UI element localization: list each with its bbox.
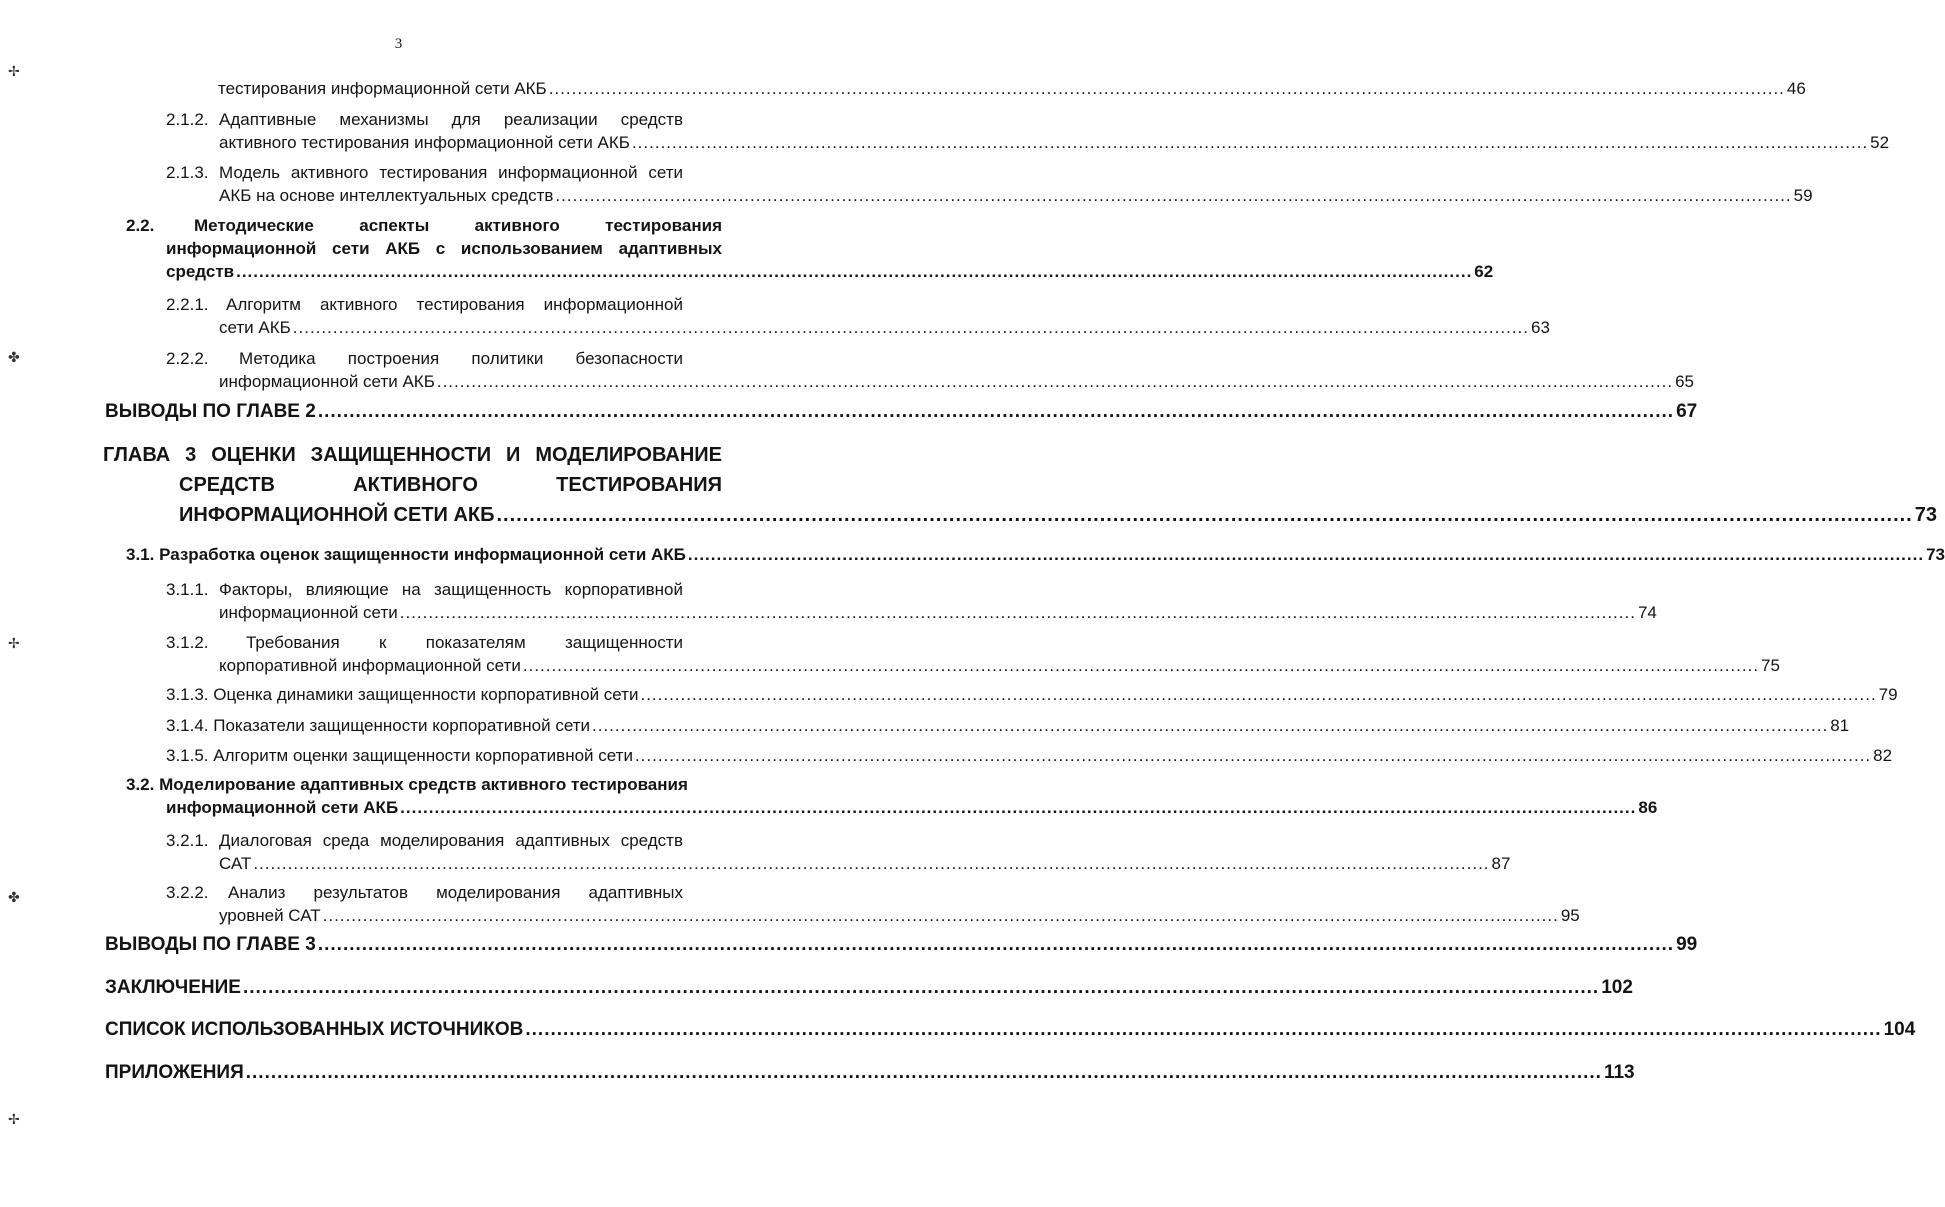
toc-entry-page: 46 xyxy=(1786,79,1806,98)
leader-dots xyxy=(549,79,1785,98)
toc-entry-page: 82 xyxy=(1873,746,1893,765)
toc-entry[interactable] xyxy=(166,293,1550,339)
toc-entry-title-cont: САТ xyxy=(219,854,252,873)
toc-entry[interactable] xyxy=(166,683,1898,706)
toc-entry-title: Методика построения политики безопасности xyxy=(239,349,683,368)
toc-entry[interactable] xyxy=(105,976,1633,999)
toc-entry-page: 95 xyxy=(1560,906,1580,925)
toc-entry-page: 79 xyxy=(1878,685,1898,704)
toc-entry-title-cont: ИНФОРМАЦИОННОЙ СЕТИ АКБ xyxy=(179,504,495,526)
toc-entry-title: Анализ результатов моделирования адаптивных xyxy=(228,883,683,902)
leader-dots xyxy=(592,716,1828,735)
toc-entry-title: 3.1. Разработка оценок защищенности информационной сети АКБ xyxy=(126,545,686,564)
toc-entry-page: 113 xyxy=(1603,1062,1635,1083)
toc-entry-page: 87 xyxy=(1491,854,1511,873)
toc-entry-title: Диалоговая среда моделирования адаптивных средств xyxy=(219,831,683,850)
leader-dots xyxy=(437,372,1673,391)
toc-entry[interactable] xyxy=(126,214,1494,283)
toc-entry-page: 99 xyxy=(1676,934,1698,955)
toc-entry-number: 3.2.2. xyxy=(166,883,209,902)
leader-dots xyxy=(525,1019,1881,1040)
toc-entry-page: 59 xyxy=(1793,186,1813,205)
toc-entry[interactable] xyxy=(166,631,1780,677)
toc-entry-page: 102 xyxy=(1601,977,1633,998)
toc-entry-page: 65 xyxy=(1675,372,1694,391)
leader-dots xyxy=(400,798,1636,817)
toc-entry-page: 62 xyxy=(1474,262,1494,281)
toc-entry-number: 3.2.1. xyxy=(166,831,209,850)
toc-entry-title: ГЛАВА 3 ОЦЕНКИ ЗАЩИЩЕННОСТИ И МОДЕЛИРОВАНИЕ xyxy=(103,444,722,466)
toc-entry-number: 2.2.2. xyxy=(166,349,209,368)
toc-entry-page: 73 xyxy=(1926,545,1945,564)
toc-entry-page: 104 xyxy=(1883,1019,1916,1040)
toc-entry[interactable] xyxy=(166,881,1580,927)
toc-entry-title: ВЫВОДЫ ПО ГЛАВЕ 2 xyxy=(105,401,316,422)
leader-dots xyxy=(318,934,1674,955)
toc-entry[interactable] xyxy=(105,933,1698,956)
toc-entry[interactable] xyxy=(105,400,1698,423)
toc-entry[interactable] xyxy=(166,578,1657,624)
toc-entry-page: 74 xyxy=(1637,603,1657,622)
toc-entry-title-cont: уровней САТ xyxy=(219,906,321,925)
leader-dots xyxy=(555,186,1791,205)
toc-entry-page: 63 xyxy=(1531,318,1550,337)
leader-dots xyxy=(400,603,1636,622)
margin-mark: ✢ xyxy=(8,636,20,652)
leader-dots xyxy=(236,262,1472,281)
toc-entry-number: 2.2. xyxy=(126,216,155,235)
leader-dots xyxy=(640,685,1876,704)
toc-entry-title: ВЫВОДЫ ПО ГЛАВЕ 3 xyxy=(105,934,316,955)
leader-dots xyxy=(632,133,1868,152)
toc-entry-title: Факторы, влияющие на защищенность корпоративной xyxy=(219,580,683,599)
leader-dots xyxy=(253,854,1489,873)
toc-entry-title-cont: средств xyxy=(166,262,235,281)
toc-entry-number: 2.1.2. xyxy=(166,110,209,129)
toc-entry-title: Алгоритм активного тестирования информационной xyxy=(226,295,683,314)
toc-entry-title: СПИСОК ИСПОЛЬЗОВАННЫХ ИСТОЧНИКОВ xyxy=(105,1019,524,1040)
toc-entry-title: тестирования информационной сети АКБ xyxy=(218,79,547,98)
toc-entry-title: Методические аспекты активного тестирования xyxy=(194,216,722,235)
toc-entry-title-cont: сети АКБ xyxy=(219,318,291,337)
toc-entry-title: 3.1.5. Алгоритм оценки защищенности корпоративной сети xyxy=(166,746,633,765)
toc-entry-number: 3.1.2. xyxy=(166,633,209,652)
toc-entry-chapter[interactable] xyxy=(103,440,1937,530)
toc-entry-title-cont: информационной сети АКБ xyxy=(219,372,435,391)
toc-entry-title-cont: информационной сети xyxy=(219,603,398,622)
toc-entry-title-cont: информационной сети АКБ с использованием адаптивных xyxy=(166,239,722,258)
toc-entry[interactable] xyxy=(166,161,1813,207)
toc-entry[interactable] xyxy=(166,347,1694,393)
toc-entry[interactable] xyxy=(126,773,1658,819)
toc-entry-title: 3.1.4. Показатели защищенности корпоративной сети xyxy=(166,716,591,735)
leader-dots xyxy=(243,977,1599,998)
toc-entry-title-cont: информационной сети АКБ xyxy=(166,798,399,817)
toc-entry-page: 86 xyxy=(1638,798,1658,817)
toc-entry[interactable] xyxy=(105,1061,1635,1084)
toc-entry-title: ЗАКЛЮЧЕНИЕ xyxy=(105,977,241,998)
toc-entry[interactable] xyxy=(126,543,1945,566)
toc-entry-page: 52 xyxy=(1870,133,1890,152)
leader-dots xyxy=(318,401,1674,422)
leader-dots xyxy=(497,504,1913,526)
toc-entry-number: 3.1.1. xyxy=(166,580,209,599)
margin-mark: ✤ xyxy=(8,350,20,366)
leader-dots xyxy=(323,906,1559,925)
leader-dots xyxy=(246,1062,1602,1083)
toc-entry-title: 3.2. Моделирование адаптивных средств активного тестирования xyxy=(126,775,688,794)
toc-entry-title: Требования к показателям защищенности xyxy=(246,633,683,652)
toc-entry-page: 75 xyxy=(1761,656,1780,675)
toc-entry-page: 67 xyxy=(1676,401,1698,422)
toc-entry-title: Модель активного тестирования информационной сети xyxy=(219,163,683,182)
toc-entry-title-cont: АКБ на основе интеллектуальных средств xyxy=(219,186,554,205)
toc-entry-title-cont: СРЕДСТВ АКТИВНОГО ТЕСТИРОВАНИЯ xyxy=(179,474,722,496)
toc-entry-title: ПРИЛОЖЕНИЯ xyxy=(105,1062,244,1083)
toc-entry-number: 2.1.3. xyxy=(166,163,209,182)
toc-entry-title-cont: активного тестирования информационной сети АКБ xyxy=(219,133,630,152)
toc-entry-title: Адаптивные механизмы для реализации средств xyxy=(219,110,683,129)
toc-entry-title-cont: корпоративной информационной сети xyxy=(219,656,521,675)
toc-entry[interactable] xyxy=(166,714,1850,737)
leader-dots xyxy=(635,746,1871,765)
leader-dots xyxy=(688,545,1924,564)
toc-entry-title: 3.1.3. Оценка динамики защищенности корпоративной сети xyxy=(166,685,639,704)
toc-entry-number: 2.2.1. xyxy=(166,295,209,314)
toc-entry-page: 81 xyxy=(1830,716,1850,735)
toc-entry[interactable] xyxy=(218,77,1806,100)
toc-entry[interactable] xyxy=(166,829,1511,875)
leader-dots xyxy=(293,318,1529,337)
margin-mark: ✢ xyxy=(8,64,20,80)
margin-mark: ✢ xyxy=(8,1112,20,1128)
leader-dots xyxy=(523,656,1759,675)
toc-entry[interactable] xyxy=(166,744,1893,767)
margin-mark: ✤ xyxy=(8,890,20,906)
page-number: 3 xyxy=(394,36,403,52)
toc-entry[interactable] xyxy=(166,108,1890,154)
toc-entry-page: 73 xyxy=(1914,504,1937,526)
toc-entry[interactable] xyxy=(105,1018,1916,1041)
